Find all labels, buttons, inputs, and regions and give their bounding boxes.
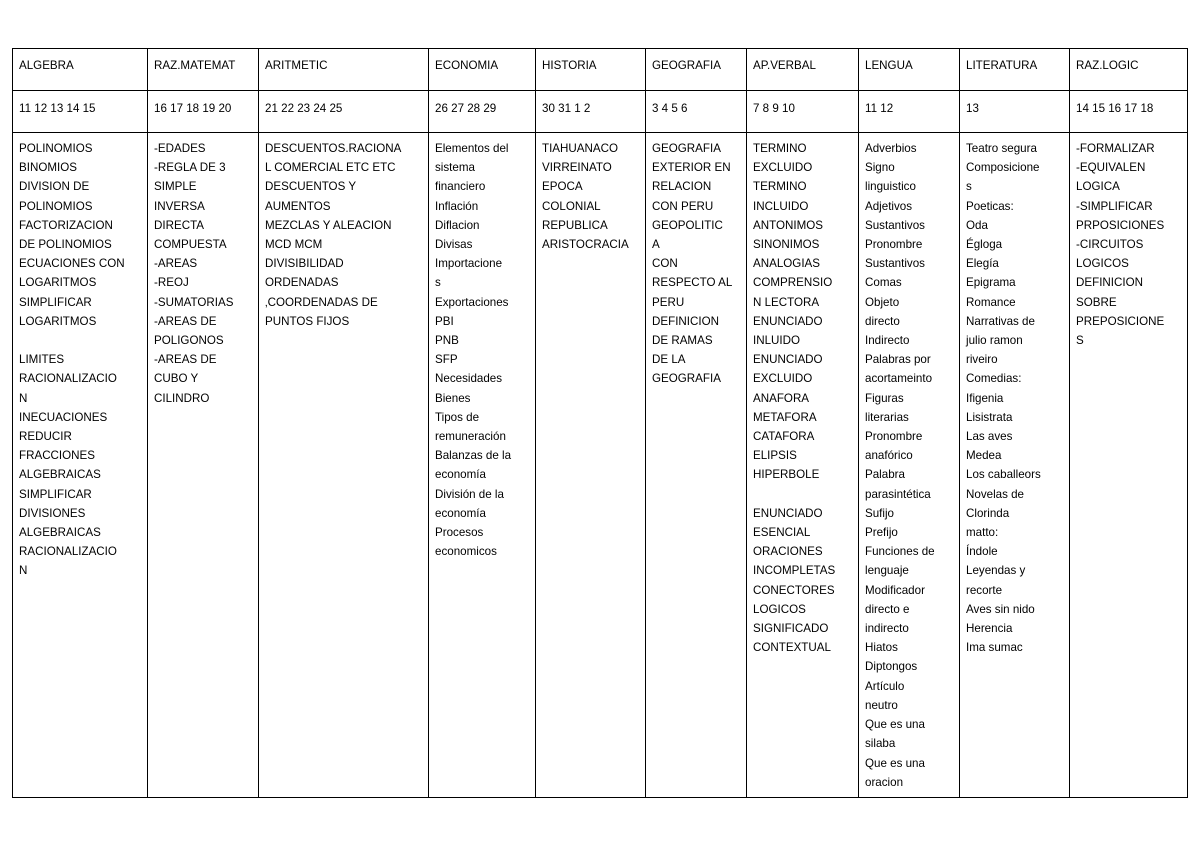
topic-line: -AREAS xyxy=(154,257,198,271)
topic-line: BINOMIOS xyxy=(19,161,77,175)
column-numbers: 11 12 xyxy=(859,91,960,133)
topic-line: EXCLUIDO xyxy=(753,372,813,386)
column-topics xyxy=(747,133,859,798)
topic-line: COLONIAL xyxy=(542,199,601,213)
column-header: GEOGRAFIA xyxy=(646,49,747,91)
topic-line: -CIRCUITOS xyxy=(1076,238,1144,252)
topic-line: -SUMATORIAS xyxy=(154,295,234,309)
column-header: AP.VERBAL xyxy=(747,49,859,91)
topic-line: Elegía xyxy=(966,257,999,271)
topic-line: -EQUIVALEN xyxy=(1076,161,1146,175)
topic-line: COMPRENSIO xyxy=(753,276,833,290)
topic-line: Modificador xyxy=(865,583,925,597)
topic-line: CATAFORA xyxy=(753,430,815,444)
topic-line: ‚COORDENADAS DE xyxy=(265,295,378,309)
topic-line: PNB xyxy=(435,334,459,348)
topic-line: Los caballeors xyxy=(966,468,1041,482)
topic-line: Oda xyxy=(966,218,988,232)
topic-line: ALGEBRAICAS xyxy=(19,526,101,540)
topic-line: Artículo xyxy=(865,679,905,693)
topic-line: SOBRE xyxy=(1076,295,1117,309)
topic-line: RELACION xyxy=(652,180,712,194)
topic-line: ANALOGIAS xyxy=(753,257,821,271)
topic-line: ANAFORA xyxy=(753,391,810,405)
topic-line: financiero xyxy=(435,180,486,194)
topic-line: Diptongos xyxy=(865,660,918,674)
topic-line: Que es una xyxy=(865,756,925,770)
topic-line: INCLUIDO xyxy=(753,199,809,213)
column-numbers: 7 8 9 10 xyxy=(747,91,859,133)
topic-line: INECUACIONES xyxy=(19,410,108,424)
column-header: RAZ.MATEMAT xyxy=(148,49,259,91)
topic-line: ESENCIAL xyxy=(753,526,811,540)
topic-line: L COMERCIAL ETC ETC xyxy=(265,161,396,175)
column-topics xyxy=(960,133,1070,798)
topic-line: Teatro segura xyxy=(966,142,1037,155)
topic-line: Elementos del xyxy=(435,142,509,155)
topic-line: recorte xyxy=(966,583,1003,597)
topic-line: Funciones de xyxy=(865,545,935,559)
topic-line: acortameinto xyxy=(865,372,933,386)
topic-line: oracion xyxy=(865,775,904,789)
column-numbers: 13 xyxy=(960,91,1070,133)
topic-line: S xyxy=(1076,334,1084,348)
column-numbers: 3 4 5 6 xyxy=(646,91,747,133)
topic-line: DE RAMAS xyxy=(652,334,713,348)
topic-line: Signo xyxy=(865,161,895,175)
column-topics xyxy=(536,133,646,798)
topic-line: Hiatos xyxy=(865,641,898,655)
topic-line: TERMINO xyxy=(753,142,807,155)
topic-line: MCD MCM xyxy=(265,238,323,252)
topic-line: parasintética xyxy=(865,487,931,501)
topic-line: REPUBLICA xyxy=(542,218,608,232)
topic-line: s xyxy=(966,180,972,194)
topic-line: Figuras xyxy=(865,391,904,405)
topic-line: -REGLA DE 3 xyxy=(154,161,226,175)
topic-line: economicos xyxy=(435,545,497,559)
topic-line: Tipos de xyxy=(435,410,480,424)
topic-line: DEFINICION xyxy=(652,314,719,328)
column-topics xyxy=(13,133,148,798)
topic-line: A xyxy=(652,238,660,252)
column-header: LENGUA xyxy=(859,49,960,91)
topic-line: Las aves xyxy=(966,430,1013,444)
topic-line xyxy=(19,331,141,350)
topic-line: SIMPLIFICAR xyxy=(19,487,92,501)
topic-line: SFP xyxy=(435,353,458,367)
topic-line: DIRECTA xyxy=(154,218,205,232)
column-header: ECONOMIA xyxy=(429,49,536,91)
column-topics xyxy=(429,133,536,798)
topic-line: LOGICOS xyxy=(1076,257,1129,271)
topic-line: DEFINICION xyxy=(1076,276,1143,290)
topic-line: -EDADES xyxy=(154,142,206,155)
topic-line: PREPOSICIONE xyxy=(1076,314,1165,328)
column-numbers: 16 17 18 19 20 xyxy=(148,91,259,133)
column-topics xyxy=(646,133,747,798)
topic-line: TIAHUANACO xyxy=(542,142,619,155)
topic-line: N xyxy=(19,564,28,578)
topic-line: CON xyxy=(652,257,678,271)
topic-line: ENUNCIADO xyxy=(753,314,823,328)
topic-line: SINONIMOS xyxy=(753,238,820,252)
topic-line: matto: xyxy=(966,526,999,540)
topic-line: CUBO Y xyxy=(154,372,199,386)
topic-line: Ima sumac xyxy=(966,641,1023,655)
topic-line: Narrativas de xyxy=(966,314,1035,328)
topic-line: Leyendas y xyxy=(966,564,1026,578)
topic-line: ARISTOCRACIA xyxy=(542,238,629,252)
topic-line: Novelas de xyxy=(966,487,1025,501)
topic-line: ANTONIMOS xyxy=(753,218,823,232)
topic-line: Bienes xyxy=(435,391,471,405)
topic-line: Divisas xyxy=(435,238,473,252)
topic-line: CON PERU xyxy=(652,199,714,213)
topic-line: EXTERIOR EN xyxy=(652,161,731,175)
topic-line: DE LA xyxy=(652,353,686,367)
topic-line: Herencia xyxy=(966,622,1013,636)
topic-line: DESCUENTOS.RACIONA xyxy=(265,142,402,155)
topic-line: GEOGRAFIA xyxy=(652,372,721,386)
topic-line: ENUNCIADO xyxy=(753,353,823,367)
column-numbers: 21 22 23 24 25 xyxy=(259,91,429,133)
topic-line: Procesos xyxy=(435,526,484,540)
topic-line: Romance xyxy=(966,295,1016,309)
column-header: RAZ.LOGIC xyxy=(1070,49,1188,91)
topic-line: DIVISION DE xyxy=(19,180,90,194)
topic-line: VIRREINATO xyxy=(542,161,612,175)
topic-line: Adverbios xyxy=(865,142,917,155)
topic-line: DIVISIONES xyxy=(19,506,86,520)
topic-line: Objeto xyxy=(865,295,900,309)
topic-line: EXCLUIDO xyxy=(753,161,813,175)
topic-line: AUMENTOS xyxy=(265,199,331,213)
topic-line: lenguaje xyxy=(865,564,909,578)
topic-line: POLIGONOS xyxy=(154,334,224,348)
column-numbers: 30 31 1 2 xyxy=(536,91,646,133)
topic-line: POLINOMIOS xyxy=(19,142,93,155)
topic-line: neutro xyxy=(865,698,898,712)
topic-line: GEOPOLITIC xyxy=(652,218,723,232)
topic-line: Pronombre xyxy=(865,238,923,252)
column-numbers: 11 12 13 14 15 xyxy=(13,91,148,133)
topic-line: RACIONALIZACIO xyxy=(19,372,117,386)
topic-line: Égloga xyxy=(966,238,1003,252)
topic-line: -AREAS DE xyxy=(154,353,217,367)
topic-line: Aves sin nido xyxy=(966,602,1035,616)
column-topics xyxy=(1070,133,1188,798)
topic-line: SIMPLE xyxy=(154,180,197,194)
topic-line: ENUNCIADO xyxy=(753,506,823,520)
topic-line: Adjetivos xyxy=(865,199,913,213)
column-topics xyxy=(259,133,429,798)
topic-line: anafórico xyxy=(865,449,913,463)
topic-line: -AREAS DE xyxy=(154,314,217,328)
topic-line xyxy=(753,485,852,504)
column-header: ARITMETIC xyxy=(259,49,429,91)
topic-line: DE POLINOMIOS xyxy=(19,238,112,252)
topic-line: ECUACIONES CON xyxy=(19,257,125,271)
topic-line: Importacione xyxy=(435,257,503,271)
topic-line: PBI xyxy=(435,314,454,328)
topic-line: riveiro xyxy=(966,353,998,367)
topic-line: PRPOSICIONES xyxy=(1076,218,1165,232)
topic-line: -FORMALIZAR xyxy=(1076,142,1155,155)
topic-line: INCOMPLETAS xyxy=(753,564,836,578)
topic-line: Diflacion xyxy=(435,218,480,232)
header-row xyxy=(13,49,1188,91)
topic-line: N LECTORA xyxy=(753,295,820,309)
topic-line: Balanzas de la xyxy=(435,449,512,463)
topic-line: Clorinda xyxy=(966,506,1010,520)
numbers-row xyxy=(13,91,1188,133)
topic-line: METAFORA xyxy=(753,410,817,424)
topic-line: GEOGRAFIA xyxy=(652,142,721,155)
topic-line: POLINOMIOS xyxy=(19,199,93,213)
column-header: ALGEBRA xyxy=(13,49,148,91)
topic-line: directo xyxy=(865,314,900,328)
topic-line: Sustantivos xyxy=(865,218,925,232)
topic-line: TERMINO xyxy=(753,180,807,194)
topic-line: Que es una xyxy=(865,718,925,732)
topic-line: julio ramon xyxy=(966,334,1023,348)
topic-line: LOGICA xyxy=(1076,180,1120,194)
topic-line: REDUCIR xyxy=(19,430,72,444)
topic-line: RACIONALIZACIO xyxy=(19,545,117,559)
topic-line: silaba xyxy=(865,737,896,751)
topic-line: indirecto xyxy=(865,622,909,636)
topic-line: CILINDRO xyxy=(154,391,210,405)
content-row xyxy=(13,133,1188,798)
topic-line: Poeticas: xyxy=(966,199,1014,213)
topic-line: SIGNIFICADO xyxy=(753,622,829,636)
topic-line: Lisistrata xyxy=(966,410,1013,424)
topic-line: Exportaciones xyxy=(435,295,509,309)
topic-line: PERU xyxy=(652,295,685,309)
column-numbers: 14 15 16 17 18 xyxy=(1070,91,1188,133)
topic-line: Índole xyxy=(966,545,998,559)
topic-line: directo e xyxy=(865,602,910,616)
topic-line: Epigrama xyxy=(966,276,1016,290)
topic-line: COMPUESTA xyxy=(154,238,227,252)
topic-line: literarias xyxy=(865,410,909,424)
topic-line: Indirecto xyxy=(865,334,910,348)
topic-line: Inflación xyxy=(435,199,479,213)
topic-line: Composicione xyxy=(966,161,1040,175)
topic-line: SIMPLIFICAR xyxy=(19,295,92,309)
topic-line: Prefijo xyxy=(865,526,898,540)
topic-line: DESCUENTOS Y xyxy=(265,180,357,194)
topic-line: HIPERBOLE xyxy=(753,468,820,482)
topic-line: INLUIDO xyxy=(753,334,801,348)
topic-line: economía xyxy=(435,506,486,520)
topic-line: Sustantivos xyxy=(865,257,925,271)
topic-line: EPOCA xyxy=(542,180,583,194)
column-header: LITERATURA xyxy=(960,49,1070,91)
topic-line: División de la xyxy=(435,487,504,501)
topic-line: CONTEXTUAL xyxy=(753,641,831,655)
topic-line: INVERSA xyxy=(154,199,205,213)
topic-line: CONECTORES xyxy=(753,583,835,597)
topic-line: LIMITES xyxy=(19,353,65,367)
column-header: HISTORIA xyxy=(536,49,646,91)
topic-line: LOGARITMOS xyxy=(19,314,97,328)
topic-line: N xyxy=(19,391,28,405)
topic-line: economía xyxy=(435,468,486,482)
topic-line: sistema xyxy=(435,161,475,175)
topic-line: Ifigenia xyxy=(966,391,1004,405)
topic-line: linguistico xyxy=(865,180,916,194)
topic-line: RESPECTO AL xyxy=(652,276,733,290)
topic-line: ORACIONES xyxy=(753,545,823,559)
topic-line: MEZCLAS Y ALEACION xyxy=(265,218,392,232)
topic-line: ELIPSIS xyxy=(753,449,797,463)
topic-line: Palabra xyxy=(865,468,905,482)
topic-line: PUNTOS FIJOS xyxy=(265,314,350,328)
topic-line: LOGICOS xyxy=(753,602,806,616)
topic-line: Palabras por xyxy=(865,353,931,367)
topic-line: ORDENADAS xyxy=(265,276,339,290)
topic-line: DIVISIBILIDAD xyxy=(265,257,344,271)
topic-line: Medea xyxy=(966,449,1002,463)
syllabus-table xyxy=(12,48,1188,798)
topic-line: -REOJ xyxy=(154,276,189,290)
topic-line: FACTORIZACION xyxy=(19,218,113,232)
topic-line: Comedias: xyxy=(966,372,1022,386)
column-topics xyxy=(148,133,259,798)
column-topics xyxy=(859,133,960,798)
topic-line: Sufijo xyxy=(865,506,895,520)
topic-line: Pronombre xyxy=(865,430,923,444)
topic-line: LOGARITMOS xyxy=(19,276,97,290)
topic-line: -SIMPLIFICAR xyxy=(1076,199,1153,213)
topic-line: Necesidades xyxy=(435,372,503,386)
topic-line: ALGEBRAICAS xyxy=(19,468,101,482)
column-numbers: 26 27 28 29 xyxy=(429,91,536,133)
topic-line: s xyxy=(435,276,441,290)
topic-line: remuneración xyxy=(435,430,506,444)
topic-line: FRACCIONES xyxy=(19,449,96,463)
topic-line: Comas xyxy=(865,276,902,290)
